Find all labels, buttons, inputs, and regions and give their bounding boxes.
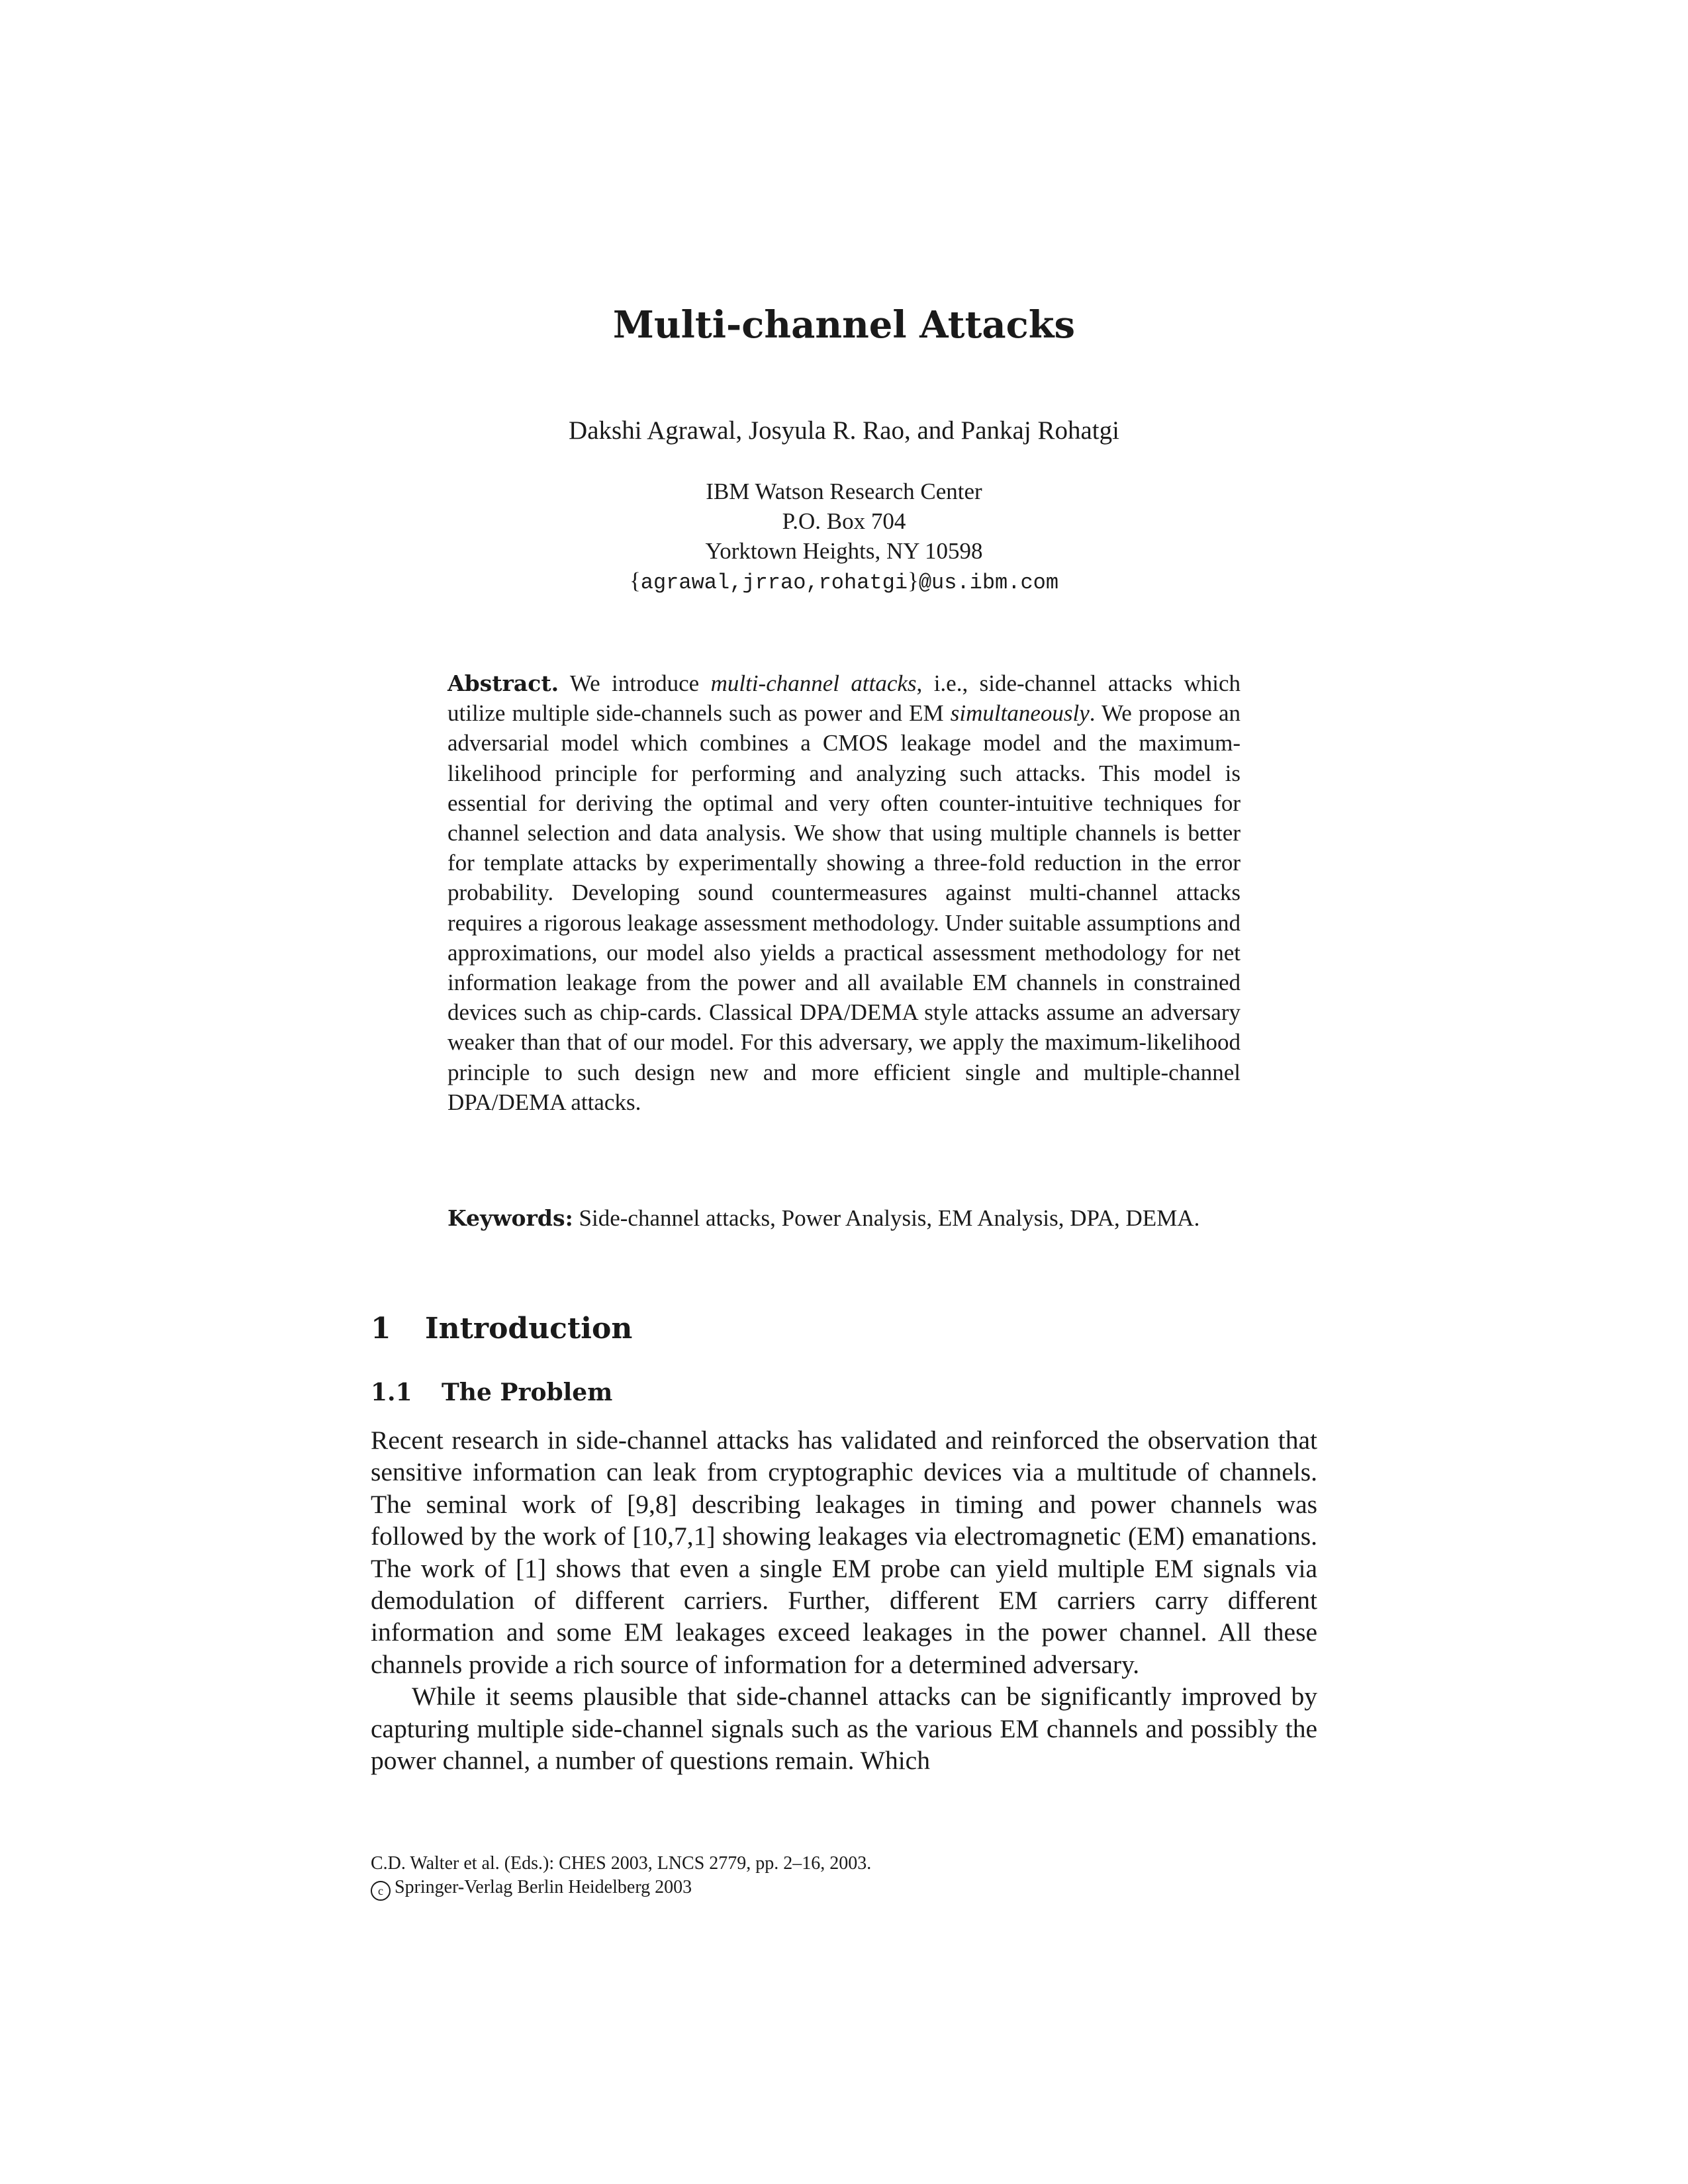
abstract-emphasis-2: simultaneously <box>950 700 1090 727</box>
page-footer <box>371 1852 871 1901</box>
abstract <box>447 668 1241 1117</box>
author-emails <box>0 566 1688 598</box>
footer-copyright: Springer-Verlag Berlin Heidelberg 2003 <box>395 1877 692 1897</box>
email-brace-open: { <box>629 568 641 594</box>
subsection-heading-the-problem <box>371 1379 612 1406</box>
keywords-text: Side-channel attacks, Power Analysis, EM Analysis, DPA, DEMA. <box>573 1205 1200 1231</box>
paper-title: Multi-channel Attacks <box>612 303 1076 347</box>
section-heading-introduction <box>371 1312 632 1345</box>
copyright-icon: c <box>371 1881 391 1901</box>
abstract-label: Abstract. <box>447 670 559 696</box>
section-number: 1 <box>371 1312 391 1345</box>
abstract-text-1: We introduce <box>559 670 711 696</box>
email-users: agrawal,jrrao,rohatgi <box>640 570 908 595</box>
footer-copyright-line <box>371 1876 871 1901</box>
affiliation-institution: IBM Watson Research Center <box>706 478 982 504</box>
abstract-paragraph <box>447 668 1241 1117</box>
abstract-text-2: , i.e., side-channel attacks which utilize multiple side-channels such as power and EM <box>447 670 1241 727</box>
body-text <box>371 1424 1317 1776</box>
abstract-text-3: . We propose an adversarial model which combines a CMOS leakage model and the maximum-likelihood principle for performing and analyzing such attacks. This model is essential for deriving the optimal and very often counter-intuitive techniques for channel selection and data analysis. We show that using multiple channels is better for template attacks by experimentally showing a three-fold reduction in the error probability. Developing sound countermeasures against multi-channel attacks requires a rigorous leakage assessment methodology. Under suitable assumptions and approximations, our model also yields a practical assessment methodology for net information leakage from the power and all available EM channels in constrained devices such as chip-cards. Classical DPA/DEMA style attacks assume an adversary weaker than that of our model. For this adversary, we apply the maximum-likelihood principle to such design new and more efficient single and multiple-channel DPA/DEMA attacks. <box>447 700 1241 1115</box>
section-title: Introduction <box>425 1312 633 1345</box>
body-paragraph-2: While it seems plausible that side-channel attacks can be significantly improved by capturing multiple side-channel signals such as the various EM channels and possibly the power channel, a number of questions remain. Which <box>371 1682 1317 1776</box>
subsection-number: 1.1 <box>371 1379 412 1406</box>
body-paragraph-1: Recent research in side-channel attacks has validated and reinforced the observation that sensitive information can leak from cryptographic devices via a multitude of channels. The seminal work of [9,8] describing leakages in timing and power channels was followed by the work of [10,7,1] showing leakages via electromagnetic (EM) emanations. The work of [1] shows that even a single EM probe can yield multiple EM signals via demodulation of different carriers. Further, different EM carriers carry different information and some EM leakages exceed leakages in the power channel. All these channels provide a rich source of information for a determined adversary. <box>371 1426 1317 1679</box>
affiliation-po-box: P.O. Box 704 <box>782 508 906 534</box>
abstract-emphasis-1: multi-channel attacks <box>710 670 917 696</box>
affiliation-city: Yorktown Heights, NY 10598 <box>705 538 983 564</box>
subsection-title: The Problem <box>442 1379 613 1406</box>
footer-citation: C.D. Walter et al. (Eds.): CHES 2003, LNCS 2779, pp. 2–16, 2003. <box>371 1853 872 1874</box>
author-list: Dakshi Agrawal, Josyula R. Rao, and Pankaj Rohatgi <box>569 416 1119 445</box>
keywords-label: Keywords: <box>447 1205 573 1231</box>
email-domain: @us.ibm.com <box>918 570 1059 595</box>
affiliation-block <box>0 477 1688 598</box>
email-brace-close: } <box>908 568 919 594</box>
keywords <box>447 1203 1241 1233</box>
